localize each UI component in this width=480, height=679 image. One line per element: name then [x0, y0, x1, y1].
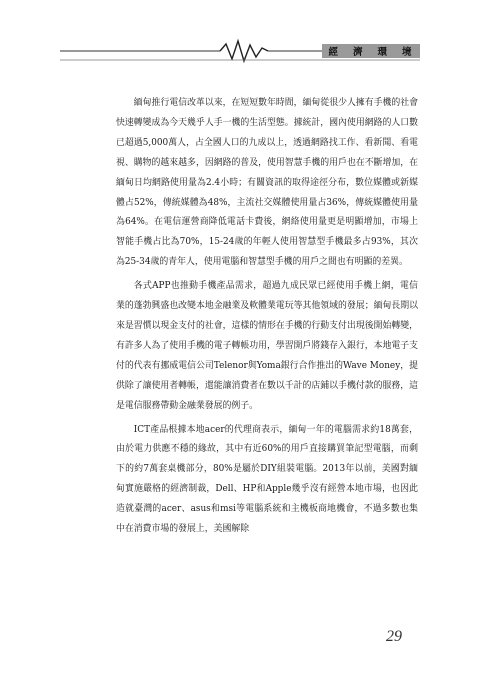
section-title [322, 44, 420, 58]
section-char: 濟 [352, 47, 365, 58]
section-char: 經 [328, 47, 340, 58]
paragraph: 各式APP也推動手機產品需求，超過九成民眾已經使用手機上網，電信業的蓬勃興盛也改變本地金融業及軟體業電玩等其他領域的發展；緬甸長期以來是習慣以現金支付的社會，這樣的情形在手機的行動支付出現後開始轉變，有許多人為了使用手機的電子轉帳功用，學習開戶將錢存入銀行，本地電子支付的代表有挪威電信公司Telenor與Yoma銀行合作推出的Wave Money，提供除了讓使用者轉帳，還能讓消費者在數以千計的店鋪以手機付款的服務，這是電信服務帶動金融業發展的例子。 [116, 281, 418, 411]
paragraph: 緬甸推行電信改革以來，在短短數年時間，緬甸從很少人擁有手機的社會快速轉變成為今天幾乎人手一機的生活型態。據統計，國內使用網路的人口數已超過5,000萬人，占全國人口的九成以上，透過網路找工作、看新聞、看電視、購物的越來越多，因網路的普及，使用智慧手機的用戶也在不斷增加，在緬甸日均網路使用量為2.4小時；有關資訊的取得途徑分布，數位媒體或新媒體占52%，傳統媒體為48%，主流社交媒體使用量占36%，傳統媒體使用量為64%。在電信運營商降低電話卡費後，網絡使用量更是明顯增加，市場上智能手機占比為70%，15-24歲的年輕人使用智慧型手機最多占93%，其次為25-34歲的青年人，使用電腦和智慧型手機的用戶之間也有明顯的差異。 [116, 98, 418, 268]
page-number: 29 [386, 628, 402, 645]
paragraph: ICT產品根據本地acer的代理商表示，緬甸一年的電腦需求約18萬套，由於電力供應不穩的緣故，其中有近60%的用戶直接購買筆記型電腦，而剩下的約7萬套桌機部分，80%是屬於DIY組裝電腦。2013年以前，美國對緬甸實施嚴格的經濟制裁，Dell、HP和Apple幾乎沒有經營本地市場，也因此造就臺灣的acer、asus和msi等電腦系統和主機板商地機會，不過多數也集中在消費市場的發展上，美國解除 [116, 424, 418, 535]
body-text [116, 94, 418, 544]
page-header [60, 36, 420, 66]
section-char: 環 [377, 47, 389, 58]
section-char: 境 [401, 47, 414, 58]
